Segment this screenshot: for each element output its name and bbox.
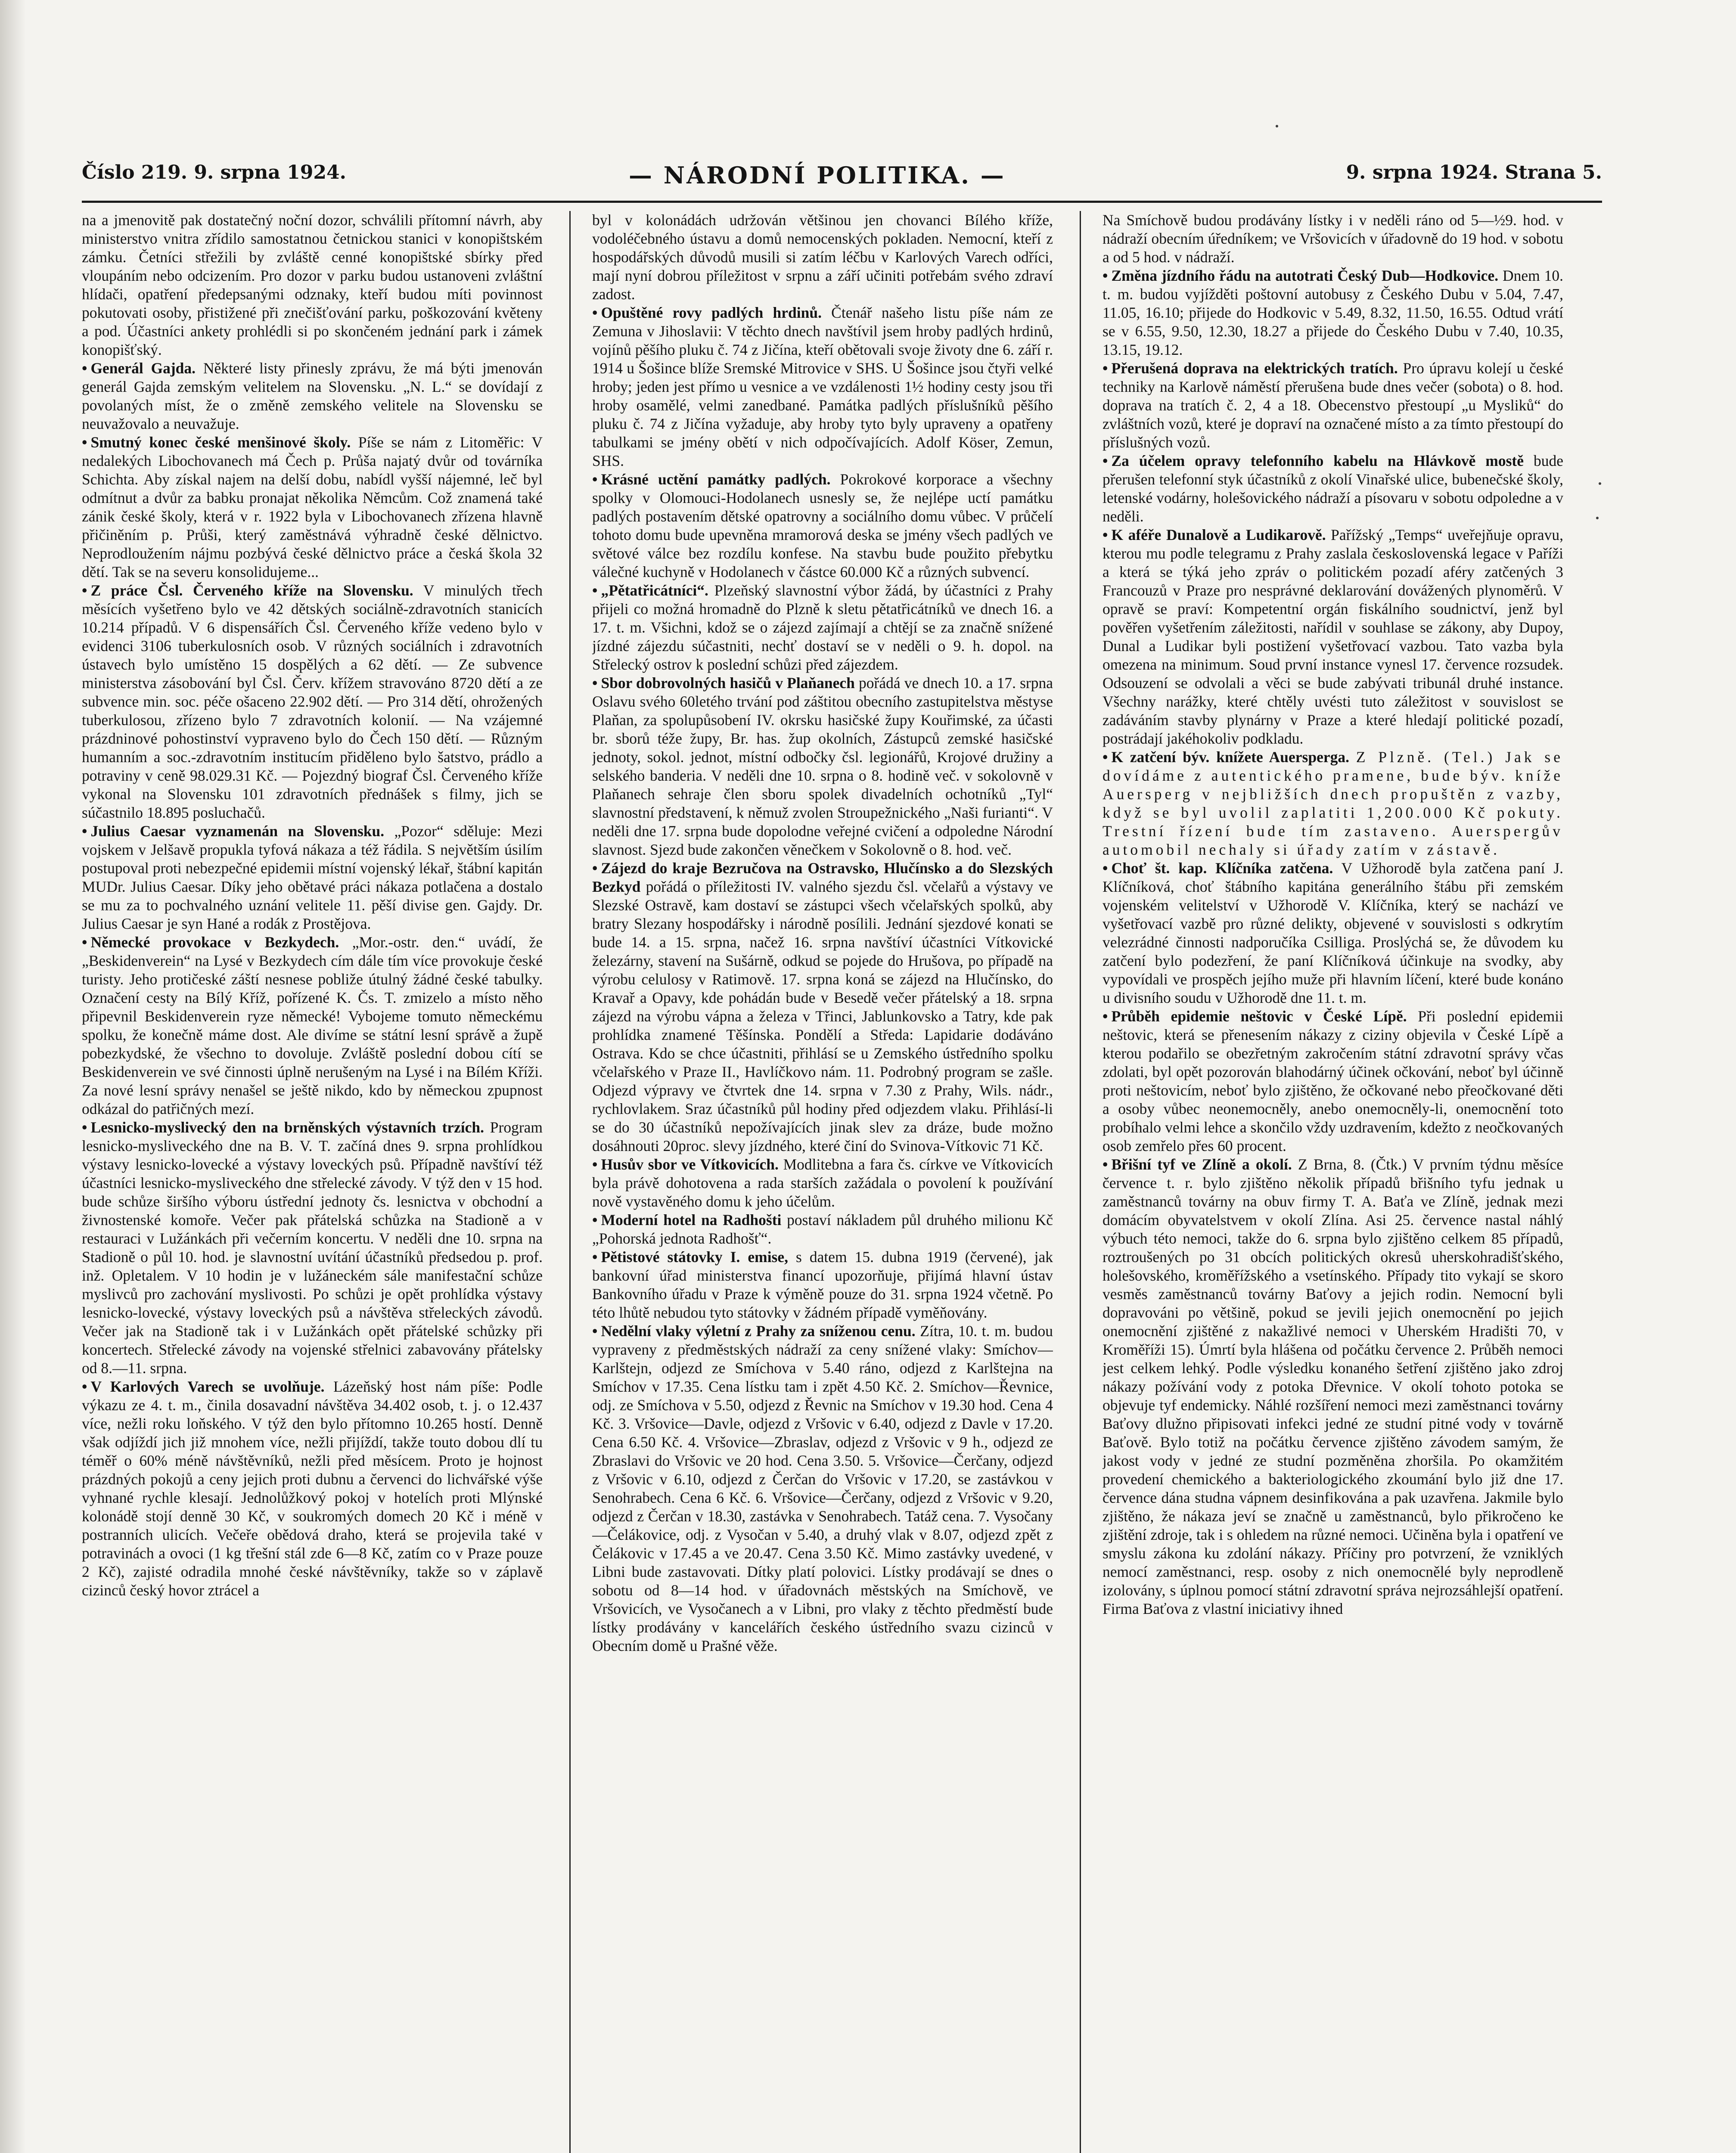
article-headline: Za účelem opravy telefonního kabelu na Hlávkově mostě bbox=[1111, 452, 1524, 469]
date-page-number: 9. srpna 1924. Strana 5. bbox=[1346, 161, 1602, 183]
bullet-mark: • bbox=[1102, 748, 1108, 766]
article bbox=[82, 359, 543, 433]
article-body: Zítra, 10. t. m. budou vypraveny z předměstských nádraží za ceny snížené vlaky: Smíchov—Karlštejn, odjezd ze Smíchova v 5.40 ráno, odjezd z Karlštejna na Smíchov v 17.35. Cena lístku tam i zpět 4.50 Kč. 2. Smíchov—Řevnice, odj. ze Smíchova v 5.50, odjezd z Řevnic na Smíchov v 19.30 hod. Cena 4 Kč. 3. Vršovice—Davle, odjezd z Vršovic v 6.40, odjezd z Davle v 17.20. Cena 6.50 Kč. 4. Vršovice—Zbraslav, odjezd z Vršovic v 9 h., odjezd ze Zbraslavi do Vršovic ve 20 hod. Cena 3.50. 5. Vršovice—Čerčany, odjezd z Vršovic v 6.10, odjezd z Čerčan do Vršovic v 17.20, se zastávkou v Senohrabech. Cena 6 Kč. 6. Vršovice—Čerčany, odjezd z Vršovic v 9.20, odjezd z Čerčan v 18.30, zastávka v Senohrabech. Tatáž cena. 7. Vysočany—Čelákovice, odj. z Vysočan v 5.40, a druhý vlak v 8.07, odjezd zpět z Čelákovic v 17.45 a ve 20.47. Cena 3.50 Kč. Mimo zastávky uvedené, v Libni bude zastavovati. Dítky platí polovici. Lístky prodávají se dnes o sobotu od 8—14 hod. v úřadovnách městských na Smíchově, ve Vršovicích, ve Vysočanech a v Libni, pro vlaky z těchto předměstí bude lístky prodávány v kancelářích českého ústředního svazu cizinců v Obecním domě u Prašné věže. bbox=[592, 1322, 1053, 1654]
article-body: Pařížský „Temps“ uveřejňuje opravu, kterou mu podle telegramu z Prahy zaslala československá legace v Paříži a která se týká jeho zpráv o politickém pozadí aféry zatčených 3 Francouzů v Praze pro nesprávné deklarování dovážených plynoměrů. V opravě se praví: Kompetentní orgán fiskálního soudnictví, jenž byl pověřen vyšetřením záležitosti, nařídil v souhlase se zákony, aby Dupoy, Dunal a Ludikar byli postižení vyšetřovací vazbou. Tato vazba byla omezena na minimum. Soud první instance vynesl 17. července rozsudek. Odsouzení se odvolali a věci se bude zabývati tribunál druhé instance. Všechny narážky, které chtěly uvésti tuto záležitost v souvislost se zadáváním stavby plynárny v Praze a které hledají politické pozadí, postrádají jakéhokoliv podkladu. bbox=[1102, 526, 1563, 747]
article-body: Dnem 10. t. m. budou vyjížděti poštovní autobusy z Českého Dubu v 5.04, 7.47, 11.05, 16.10; přijede do Hodkovic v 5.49, 8.32, 11.50, 16.55. Odtud vrátí se v 6.55, 9.50, 12.30, 18.27 a přijede do Českého Dubu v 7.40, 10.35, 13.15, 19.12. bbox=[1102, 267, 1563, 358]
bullet-mark: • bbox=[592, 1211, 598, 1229]
article-body: Modlitebna a fara čs. církve ve Vítkovicích byla právě dohotovena a rada starších zažádala o povolení k používání nově vystavěného domu k jeho účelům. bbox=[592, 1156, 1053, 1210]
article bbox=[82, 581, 543, 822]
article-body: Čtenář našeho listu píše nám ze Zemuna v Jihoslavii: V těchto dnech navštívil jsem hroby padlých hrdinů, vojínů pěšího pluku č. 74 z Jičína, kteří obětovali svoje životy dne 6. září r. 1914 u Šošince blíže Sremské Mitrovice v SHS. U Šošince jsou čtyři velké hroby; jeden jest přímo u vesnice a ve vzdálenosti 1½ hodiny cesty jsou tři hroby osamělé, velmi zanedbané. Památka padlých příslušníků pěšího pluku č. 74 z Jičína vyžaduje, aby hroby tyto byly upraveny a opatřeny tabulkami se jmény obětí v nich odpočívajících. Adolf Köser, Zemun, SHS. bbox=[592, 304, 1053, 469]
bullet-mark: • bbox=[592, 1156, 598, 1173]
article-body: Program lesnicko-mysliveckého dne na B. V. T. začíná dnes 9. srpna prohlídkou výstavy lesnicko-lovecké a výstavy loveckých psů. Případně navštíví též účastníci lesnicko-mysliveckého dne střelecké závody. V týž den v 15 hod. bude schůze širšího výboru ústřední jednoty čs. lesnictva v obchodní a živnostenské komoře. Večer pak přátelská schůzka na Stadioně a v restauraci v Lužánkách při večerním koncertu. V neděli dne 10. srpna na Stadioně o půl 10. hod. je slavnostní uvítání účastníků předsedou p. prof. inž. Opletalem. V 10 hodin je v lužáneckém sále manifestační schůze myslivců pro zachování myslivosti. Po schůzi je opět prohlídka výstavy lesnicko-lovecké, výstavy loveckých psů a návštěva střeleckých závodů. Večer jak na Stadioně tak i v Lužánkách opět přátelské schůzky při koncertech. Střelecké závody na vojenské střelnici zabavovány přátelsky od 8.—11. srpna. bbox=[82, 1119, 543, 1377]
bullet-mark: • bbox=[82, 934, 87, 951]
article-headline: Břišní tyf ve Zlíně a okolí. bbox=[1111, 1156, 1292, 1173]
bullet-mark: • bbox=[1102, 267, 1108, 284]
article-headline: Moderní hotel na Radhošti bbox=[601, 1211, 782, 1229]
article-body: pořádá o příležitosti IV. valného sjezdu čsl. včelařů a výstavy ve Slezské Ostravě, kam dostaví se zástupci všech včelařských spolků, aby bratry Slezany hospodářsky i národně posílili. Jednání sjezdové konati se bude 14. a 15. srpna, načež 16. srpna navštíví účastníci Vítkovické železárny, stavení na Sušárně, odkud se pojede do Hrušova, po případě na výrobu celulosy v Ratimově. 17. srpna koná se zájezd na Hlučínsko, do Kravař a Opavy, kde pohádán bude v Besedě večer přátelský a 18. srpna zájezd na výrobu vápna a železa v Třinci, Jablunkovsko a Tatry, kde pak prohlídka znamené Těšínska. Pondělí a Středa: Lapidarie dodáváno Ostrava. Kdo se chce účastniti, přihlásí se u Zemského ústředního spolku včelařského v Praze II., Havlíčkovo nám. 11. Podrobný program se zašle. Odjezd výpravy ve čtvrtek dne 14. srpna v 7.30 z Prahy, Wils. nádr., rychlovlakem. Sraz účastníků půl hodiny před odjezdem vlaku. Přihlásí-li se do 30 účastníků nepožívajících jinak slev za dráze, bude možno dosáhnouti 20proc. slevy jízdného, které činí do Svinova-Vítkovic 71 Kč. bbox=[592, 878, 1053, 1154]
article-body: s datem 15. dubna 1919 (červené), jak bankovní úřad ministerstva financí upozorňuje, přijímá hlavní ústav Bankovního úřadu v Praze k výměně pouze do 31. srpna 1924 včetně. Po této lhůtě nebudou tyto státovky v žádném případě vyměňovány. bbox=[592, 1248, 1053, 1321]
article bbox=[1102, 452, 1563, 526]
scan-speck bbox=[1599, 482, 1601, 485]
article-body: Některé listy přinesly zprávu, že má býti jmenován generál Gajda zemským velitelem na Slovensku. „N. L.“ se dovídají z povolaných míst, že o změně zemského velitele na Slovensku se neuvažovalo a neuvažuje. bbox=[82, 360, 543, 432]
bullet-mark: • bbox=[82, 434, 87, 451]
bullet-mark: • bbox=[1102, 1008, 1108, 1025]
article-headline: Julius Caesar vyznamenán na Slovensku. bbox=[90, 822, 385, 840]
article bbox=[82, 822, 543, 933]
article-body: Pro úpravu kolejí u české techniky na Karlově náměstí přerušena bude dnes večer (sobota) o 8. hod. doprava na tratích č. 2, 4 a 18. Obecenstvo přestoupí „u Mysliků“ do zvláštních vozů, které je dopraví na označené místo a za tímto přestoupí do příslušných vozů. bbox=[1102, 360, 1563, 451]
article bbox=[592, 1211, 1053, 1248]
bullet-mark: • bbox=[1102, 1156, 1108, 1173]
article bbox=[592, 1248, 1053, 1322]
column-divider bbox=[1080, 211, 1081, 2153]
article bbox=[1102, 1007, 1563, 1155]
article-headline: K zatčení býv. knížete Auersperga. bbox=[1111, 748, 1349, 766]
scan-speck bbox=[1596, 517, 1599, 519]
article-headline: Zájezd do kraje Bezručova na Ostravsko, Hlučínsko a do Slezských Bezkyd bbox=[592, 859, 1053, 895]
page-header bbox=[82, 161, 1602, 200]
article-body: bude přerušen telefonní styk účastníků z okolí Vinařské ulice, bubenečské školy, letenské vodárny, holešovického nádraží a písovaru v sobotu odpoledne a v neděli. bbox=[1102, 452, 1563, 525]
scan-edge-shadow bbox=[0, 0, 26, 2153]
article bbox=[82, 1377, 543, 1600]
article-headline: Lesnicko-myslivecký den na brněnských výstavních trzích. bbox=[90, 1119, 484, 1136]
bullet-mark: • bbox=[82, 1378, 87, 1395]
article-headline: Opuštěné rovy padlých hrdinů. bbox=[601, 304, 822, 321]
bullet-mark: • bbox=[82, 822, 87, 840]
article-headline: V Karlových Varech se uvolňuje. bbox=[90, 1378, 325, 1395]
header-rule bbox=[82, 201, 1602, 203]
bullet-mark: • bbox=[592, 582, 598, 599]
article bbox=[82, 433, 543, 581]
article bbox=[592, 859, 1053, 1155]
article-headline: Pětistové státovky I. emise, bbox=[601, 1248, 789, 1266]
scan-speck bbox=[1276, 125, 1278, 127]
bullet-mark: • bbox=[1102, 452, 1108, 469]
article-headline: Krásné uctění památky padlých. bbox=[601, 471, 831, 488]
article-body: byl v kolonádách udržován většinou jen chovanci Bílého kříže, vodoléčebného ústavu a domů nemocenských pokladen. Nemocní, kteří z hospodářských důvodů musili si zatím léčbu v Karlových Varech odříci, mají nyní dobrou příležitost v srpnu a září učiniti potřebám svého zdraví zadost. bbox=[592, 211, 1053, 303]
bullet-mark: • bbox=[592, 674, 598, 692]
article-headline: K aféře Dunalově a Ludikarově. bbox=[1111, 526, 1326, 543]
article bbox=[82, 1118, 543, 1377]
article bbox=[592, 211, 1053, 304]
article-headline: Průběh epidemie neštovic v České Lípě. bbox=[1111, 1008, 1407, 1025]
article-body: Z Plzně. (Tel.) Jak se dovídáme z autentického pramene, bude býv. kníže Auersperg v nejbližších dnech propuštěn z vazby, když se byl uvolil zaplatiti 1,200.000 Kč pokuty. Trestní řízení bude tím zastaveno. Auerspergův automobil nechaly si úřady zatím v zástavě. bbox=[1102, 748, 1563, 858]
article-body: „Mor.-ostr. den.“ uvádí, že „Beskidenverein“ na Lysé v Bezkydech cím dále tím více provokuje české turisty. Jeho protičeské záští nesnese pobliže útulný žádné české tabulky. Označení cesty na Bílý Kříž, pořízené K. Čs. T. zmizelo a místo něho připevnil Beskidenverein ryze německé! Vybojeme tomuto německému spolku, že konečně máme dost. Ale divíme se státní lesní správě a župě pobezkydské, že všechno to dovoluje. Zvláště poslední dobou cítí se Beskidenverein ve své činnosti úplně nerušeným na Lysé i na Bílém Kříži. Za nové lesní správy nenašel se ještě nikdo, kdo by německou zpupnost odkázal do patřičných mezí. bbox=[82, 934, 543, 1117]
column-3 bbox=[1102, 211, 1563, 2153]
bullet-mark: • bbox=[592, 471, 598, 488]
article-headline: Choť št. kap. Klíčníka zatčena. bbox=[1111, 859, 1333, 877]
article bbox=[1102, 359, 1563, 452]
bullet-mark: • bbox=[592, 859, 598, 877]
article-headline: Sbor dobrovolných hasičů v Plaňanech bbox=[601, 674, 855, 692]
bullet-mark: • bbox=[1102, 526, 1108, 543]
article bbox=[1102, 526, 1563, 748]
bullet-mark: • bbox=[82, 1119, 87, 1136]
article-headline: Husův sbor ve Vítkovicích. bbox=[601, 1156, 779, 1173]
article-headline: Smutný konec české menšinové školy. bbox=[90, 434, 351, 451]
article-headline: Změna jízdního řádu na autotrati Český Dub—Hodkovice. bbox=[1111, 267, 1499, 284]
newspaper-title: — NÁRODNÍ POLITIKA. — bbox=[629, 161, 1006, 189]
article-body: Na Smíchově budou prodávány lístky i v neděli ráno od 5—½9. hod. v nádraží obecním úředníkem; ve Vršovicích v úřadovně do 19 hod. v sobotu a od 5 hod. v nádraží. bbox=[1102, 211, 1563, 266]
column-2 bbox=[592, 211, 1053, 2153]
article bbox=[1102, 1155, 1563, 1618]
article bbox=[1102, 859, 1563, 1007]
article-headline: „Pětatřicátníci“. bbox=[601, 582, 708, 599]
bullet-mark: • bbox=[592, 304, 598, 321]
article bbox=[1102, 211, 1563, 267]
column-1 bbox=[82, 211, 543, 2153]
article-headline: Nedělní vlaky výletní z Prahy za sníženou cenu. bbox=[601, 1322, 916, 1340]
article bbox=[1102, 267, 1563, 359]
article-body: na a jmenovitě pak dostatečný noční dozor, schválili přítomní návrh, aby ministerstvo vnitra zřídilo samostatnou četnickou stanici v konopištském zámku. Četníci střežili by zvláště cenné konopištské sbírky před vloupáním nebo odcizením. Pro dozor v parku budou ustanoveni zvláštní hlídači, opatření předepsanými odznaky, kteří budou míti povinnost pokutovati osoby, přistižené při znečišťování parku, poškozování květeny a pod. Účastníci ankety prohlédli si po skončeném jednání park i zámek konopišťský. bbox=[82, 211, 543, 358]
article-body: Z Brna, 8. (Čtk.) V prvním týdnu měsíce července t. r. bylo zjištěno několik případů břišního tyfu jednak u zaměstnanců továrny na obuv firmy T. A. Baťa ve Zlíně, jednak mezi domácím obyvatelstvem v okolí Zlína. Asi 25. července nastal náhlý výbuch této nemoci, takže do 6. srpna bylo zjištěno celkem 85 případů, roztroušených po 31 obcích politických okresů uherskohradišťského, holešovského, kroměřížského a vsetínského. Případy tito vykají se skoro vesměs zaměstnanců továrny Baťovy a jejich rodin. Nemocní byli dopravováni po většině, pokud se jevili jejich onemocnění po jejich onemocnění zjištěné z nakažlivé nemoci v Uherském Hradišti 70, v Kroměříži 15). Úmrtí byla hlášena od počátku července 2. Průběh nemoci jest celkem lehký. Podle výsledku konaného šetření zjištěno jako zdroj nákazy požívání vody z potoka Dřevnice. V okolí tohoto potoka se objevuje tyf endemicky. Náhlé rozšíření nemoci mezi zaměstnanci továrny Baťovy dlužno připisovati infekci jedné ze studní pitné vody v továrně Baťově. Bylo totiž na počátku července zjištěno závodem samým, že jakost vody v jedné ze studní pozměněna zhoršila. Po okamžitém provedení chemického a bakteriologického zkoumání bylo již dne 17. července dána studna vápnem desinfikována a pak uzavřena. Jakmile bylo zjištěno, že nákaza jeví se značně u zaměstnanců, bylo přikročeno ke zjištění zdroje, tak i s ohledem na různé nemoci. Učiněna byla i opatření ve smyslu zákona ku zdolání nákazy. Příčiny pro potvrzení, že vzniklých nemocí zaměstnanci, resp. osoby z nich onemocnělé byly neprodleně izolovány, s úplnou pomocí státní zdravotní správa nejrozsáhlejší opatření. Firma Baťova z vlastní iniciativy ihned bbox=[1102, 1156, 1563, 1617]
article-body: V Užhorodě byla zatčena paní J. Klíčníková, choť štábního kapitána generálního štábu při zemském vojenském velitelství v Užhorodě V. Klíčníka, který se nachází ve vyšetřovací vazbě pro různé delikty, objevené v souvislosti s odkrytím velezrádné činnosti nadporučíka Csilliga. Proslýchá se, že důvodem ku zatčení bylo podezření, že paní Klíčníková účinkuje na svodky, aby vypovídali ve prospěch jejího muže při hlavním líčení, které bude konáno u divisního soudu v Užhorodě dne 11. t. m. bbox=[1102, 859, 1563, 1006]
article bbox=[592, 1155, 1053, 1211]
article-body: „Pozor“ sděluje: Mezi vojskem v Jelšavě propukla tyfová nákaza a též řádila. S největším úsilím postupoval proti nebezpečné epidemii místní vojenský lékař, štábní kapitán MUDr. Julius Caesar. Díky jeho obětavé práci nákaza potlačena a dostalo se mu za to pochvalného uznání velitele 11. pěší divise gen. Gajdy. Dr. Julius Caesar je syn Hané a rodák z Prostějova. bbox=[82, 822, 543, 932]
article bbox=[592, 581, 1053, 674]
article-body: postaví nákladem půl druhého milionu Kč „Pohorská jednota Radhošť“. bbox=[592, 1211, 1053, 1247]
article-body: Píše se nám z Litoměřic: V nedalekých Libochovanech má Čech p. Průša najatý dvůr od továrníka Schichta. Aby získal najem na delší dobu, nabídl vyšší nájemné, leč byl odmítnut a dvůr za babku pronajat několika Němcům. Což znamená také zánik české školy, která v r. 1922 byla v Libochovanech zřízena hlavně přičiněním p. Průši, který zaměstnává výhradně české dělnictvo. Neprodloužením nájmu pozbývá české dělnictvo práce a česká škola 32 dětí. Tak se na severu konsolidujeme... bbox=[82, 434, 543, 580]
article bbox=[592, 674, 1053, 859]
column-divider bbox=[569, 211, 571, 2153]
article bbox=[592, 304, 1053, 470]
bullet-mark: • bbox=[82, 582, 87, 599]
bullet-mark: • bbox=[592, 1248, 598, 1266]
bullet-mark: • bbox=[1102, 360, 1108, 377]
article-headline: Generál Gajda. bbox=[90, 360, 196, 377]
article-body: Při poslední epidemii neštovic, která se přenesením nákazy z ciziny objevila v České Lípě a kterou podařilo se obezřetným zakročením státní zdravotní správy včas zdolati, byl opět pozorován blahodárný účinek očkování, neboť byl účinně proti neštovicím, neboť bylo zjištěno, že očkované nebo přeočkované děti a osoby vůbec neonemocněly, anebo onemocněly-li, onemocnění toto probíhalo velmi lehce a skončilo vždy uzdravením, kdežto z neočkovaných osob zemřelo přes 60 procent. bbox=[1102, 1008, 1563, 1154]
article-body: Pokrokové korporace a všechny spolky v Olomouci-Hodolanech usnesly se, že nejlépe uctí památku padlých postavením dětské opatrovny a sociálního domu vůbec. V průčelí tohoto domu bude upevněna mramorová deska se jmény všech padlých ve světové válce bez rozdílu konfese. Na stavbu bude použito přebytku válečné kuchyně v Hodolanech v částce 60.000 Kč a různých subvencí. bbox=[592, 471, 1053, 580]
article-body: pořádá ve dnech 10. a 17. srpna Oslavu svého 60letého trvání pod záštitou obecního zastupitelstva městyse Plaňan, za spolupůsobení IV. okrsku hasičské župy Kouřimské, za účasti br. sborů téže župy, Br. has. žup okolních, Zástupců zemské hasičské jednoty, sokol. jednot, místní odbočky čsl. legionářů, Krojové družiny a selského banderia. V neděli dne 10. srpna o 8. hodině več. v sokolovně v Plaňanech sehraje člen sboru spolek divadelních ochotníků „Tyl“ slavnostní představení, k němuž zvolen Stroupežnického „Naši furianti“. V neděli dne 17. srpna bude dopolodne veřejné cvičení a odpoledne Národní slavnost. Sjezd bude zakončen věnečkem v Sokolovně o 8. hod. več. bbox=[592, 674, 1053, 858]
article-body: V minulých třech měsících vyšetřeno bylo ve 42 dětských sociálně-zdravotních stanicích 10.214 případů. V 6 dispensářích Čsl. Červeného kříže vedeno bylo v evidenci 3106 tuberkulosních osob. V různých sociálních i zdravotních ústavech bylo umístěno 15 dospělých a 62 dětí. — Ze subvence ministerstva zásobování byl Čsl. Červ. křížem stravováno 8720 dětí a ze subvence min. soc. péče ošaceno 22.902 dětí. — Pro 314 dětí, ohrožených tuberkulosou, zřízeno bylo 7 zdravotních kolonií. — Na vzájemné prázdninové pohostinství vypraveno bylo do Čech 150 dětí. — Různým humanním a soc.-zdravotním institucím přiděleno bylo šatstvo, prádlo a potraviny v ceně 98.029.31 Kč. — Pojezdný biograf Čsl. Červeného kříže vykonal na Slovensku 101 zdravotních přednášek s filmy, jich se súčastnilo 18.895 posluchačů. bbox=[82, 582, 543, 821]
bullet-mark: • bbox=[1102, 859, 1108, 877]
article-body: Lázeňský host nám píše: Podle výkazu ze 4. t. m., činila dosavadní návštěva 34.402 osob, t. j. o 12.437 více, nežli roku loňského. V týž den bylo přítomno 10.265 hostí. Denně však odjíždí jich již mnohem více, nežli přijíždí, takže touto dobou dlí tu téměř o 60% méně návštěvníků, nežli před měsícem. Proto je hojnost prázdných pokojů a ceny jejich proti dubnu a červenci do lichvářské výše vyhnané rychle klesají. Jednolůžkový pokoj v hotelích proti Mlýnské kolonádě stojí denně 30 Kč, v soukromých domech 20 Kč i méně v postranních ulicích. Večeře obědová draho, která se projevila také v potravinách a ovoci (1 kg třešní stál zde 6—8 Kč, zatím co v Praze pouze 2 Kč), zajisté odradila mnohé české návštěvníky, takže so v záplavě cizinců český hovor ztrácel a bbox=[82, 1378, 543, 1599]
article bbox=[82, 933, 543, 1118]
article-headline: Z práce Čsl. Červeného kříže na Slovensku. bbox=[90, 582, 413, 599]
article-headline: Německé provokace v Bezkydech. bbox=[90, 934, 339, 951]
article bbox=[592, 470, 1053, 581]
article bbox=[1102, 748, 1563, 859]
article-headline: Přerušená doprava na elektrických tratích. bbox=[1111, 360, 1398, 377]
article bbox=[82, 211, 543, 359]
article-body: Plzeňský slavnostní výbor žádá, by účastníci z Prahy přijeli co možná hromadně do Plzně k sletu pětatřicátníků ve dnech 16. a 17. t. m. Všichni, kdož se o zájezd zajímají a chtějí se za značně snížené jízdné zájezdu súčastniti, nechť dostaví se v neděli o 9. h. dopol. na Střelecký ostrov k poslední schůzi před zájezdem. bbox=[592, 582, 1053, 673]
bullet-mark: • bbox=[82, 360, 87, 377]
bullet-mark: • bbox=[592, 1322, 598, 1340]
article bbox=[592, 1322, 1053, 1655]
issue-number-date: Číslo 219. 9. srpna 1924. bbox=[82, 161, 346, 183]
